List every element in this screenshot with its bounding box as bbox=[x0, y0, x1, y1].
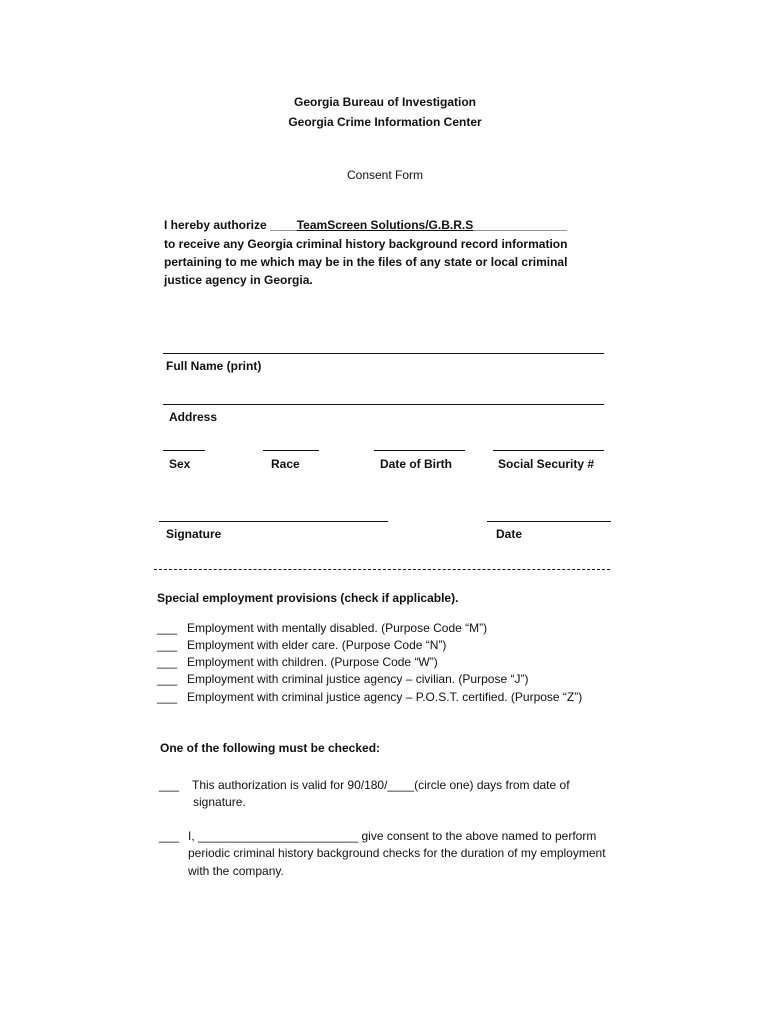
validity-option-line-1: This authorization is valid for 90/180/____(circle one) days from date of bbox=[192, 778, 570, 792]
date-line[interactable] bbox=[487, 521, 611, 522]
race-line[interactable] bbox=[263, 450, 319, 451]
provision-label-z: Employment with criminal justice agency – P.O.S.T. certified. (Purpose “Z”) bbox=[187, 690, 583, 704]
authorization-suffix: ______________ bbox=[473, 218, 567, 232]
periodic-consent-line-3: with the company. bbox=[188, 864, 284, 878]
signature-line[interactable] bbox=[159, 521, 388, 522]
ssn-line[interactable] bbox=[493, 450, 604, 451]
provision-checkbox-n[interactable]: ___ bbox=[157, 638, 178, 652]
authorization-line-4: justice agency in Georgia. bbox=[164, 273, 313, 287]
full-name-label: Full Name (print) bbox=[166, 359, 262, 373]
authorization-prefix: I hereby authorize ____ bbox=[164, 218, 297, 232]
agency-title: Georgia Bureau of Investigation bbox=[293, 95, 477, 109]
dob-label: Date of Birth bbox=[380, 457, 452, 471]
date-label: Date bbox=[496, 527, 523, 541]
dob-line[interactable] bbox=[374, 450, 465, 451]
address-line[interactable] bbox=[163, 404, 604, 405]
provision-label-j: Employment with criminal justice agency – civilian. (Purpose “J”) bbox=[187, 672, 529, 686]
signature-label: Signature bbox=[166, 527, 222, 541]
sex-line[interactable] bbox=[163, 450, 205, 451]
periodic-consent-line-1: I, ________________________ give consent to the above named to perform bbox=[188, 829, 597, 843]
race-label: Race bbox=[271, 457, 300, 471]
center-title: Georgia Crime Information Center bbox=[288, 115, 482, 129]
provision-checkbox-w[interactable]: ___ bbox=[157, 655, 178, 669]
periodic-consent-checkbox[interactable]: ___ bbox=[159, 829, 180, 843]
provision-label-m: Employment with mentally disabled. (Purpose Code “M”) bbox=[187, 621, 488, 635]
special-provisions-heading: Special employment provisions (check if applicable). bbox=[157, 591, 459, 605]
validity-option-checkbox[interactable]: ___ bbox=[159, 778, 180, 792]
provision-label-n: Employment with elder care. (Purpose Code “N”) bbox=[187, 638, 447, 652]
authorized-company: TeamScreen Solutions/G.B.R.S bbox=[296, 218, 474, 232]
required-heading: One of the following must be checked: bbox=[160, 741, 381, 755]
provision-checkbox-z[interactable]: ___ bbox=[157, 690, 178, 704]
authorization-line-1 bbox=[164, 216, 567, 234]
validity-option-line-2: signature. bbox=[193, 795, 246, 809]
full-name-line[interactable] bbox=[163, 353, 604, 354]
periodic-consent-line-2: periodic criminal history background checks for the duration of my employment bbox=[188, 846, 606, 860]
authorization-line-2: to receive any Georgia criminal history background record information bbox=[164, 237, 568, 251]
ssn-label: Social Security # bbox=[498, 457, 595, 471]
provision-label-w: Employment with children. (Purpose Code “W”) bbox=[187, 655, 438, 669]
provision-checkbox-j[interactable]: ___ bbox=[157, 672, 178, 686]
sex-label: Sex bbox=[169, 457, 191, 471]
provision-checkbox-m[interactable]: ___ bbox=[157, 621, 178, 635]
address-label: Address bbox=[169, 410, 218, 424]
authorization-line-3: pertaining to me which may be in the files of any state or local criminal bbox=[164, 255, 568, 269]
section-separator bbox=[154, 569, 610, 570]
form-title: Consent Form bbox=[346, 168, 424, 182]
